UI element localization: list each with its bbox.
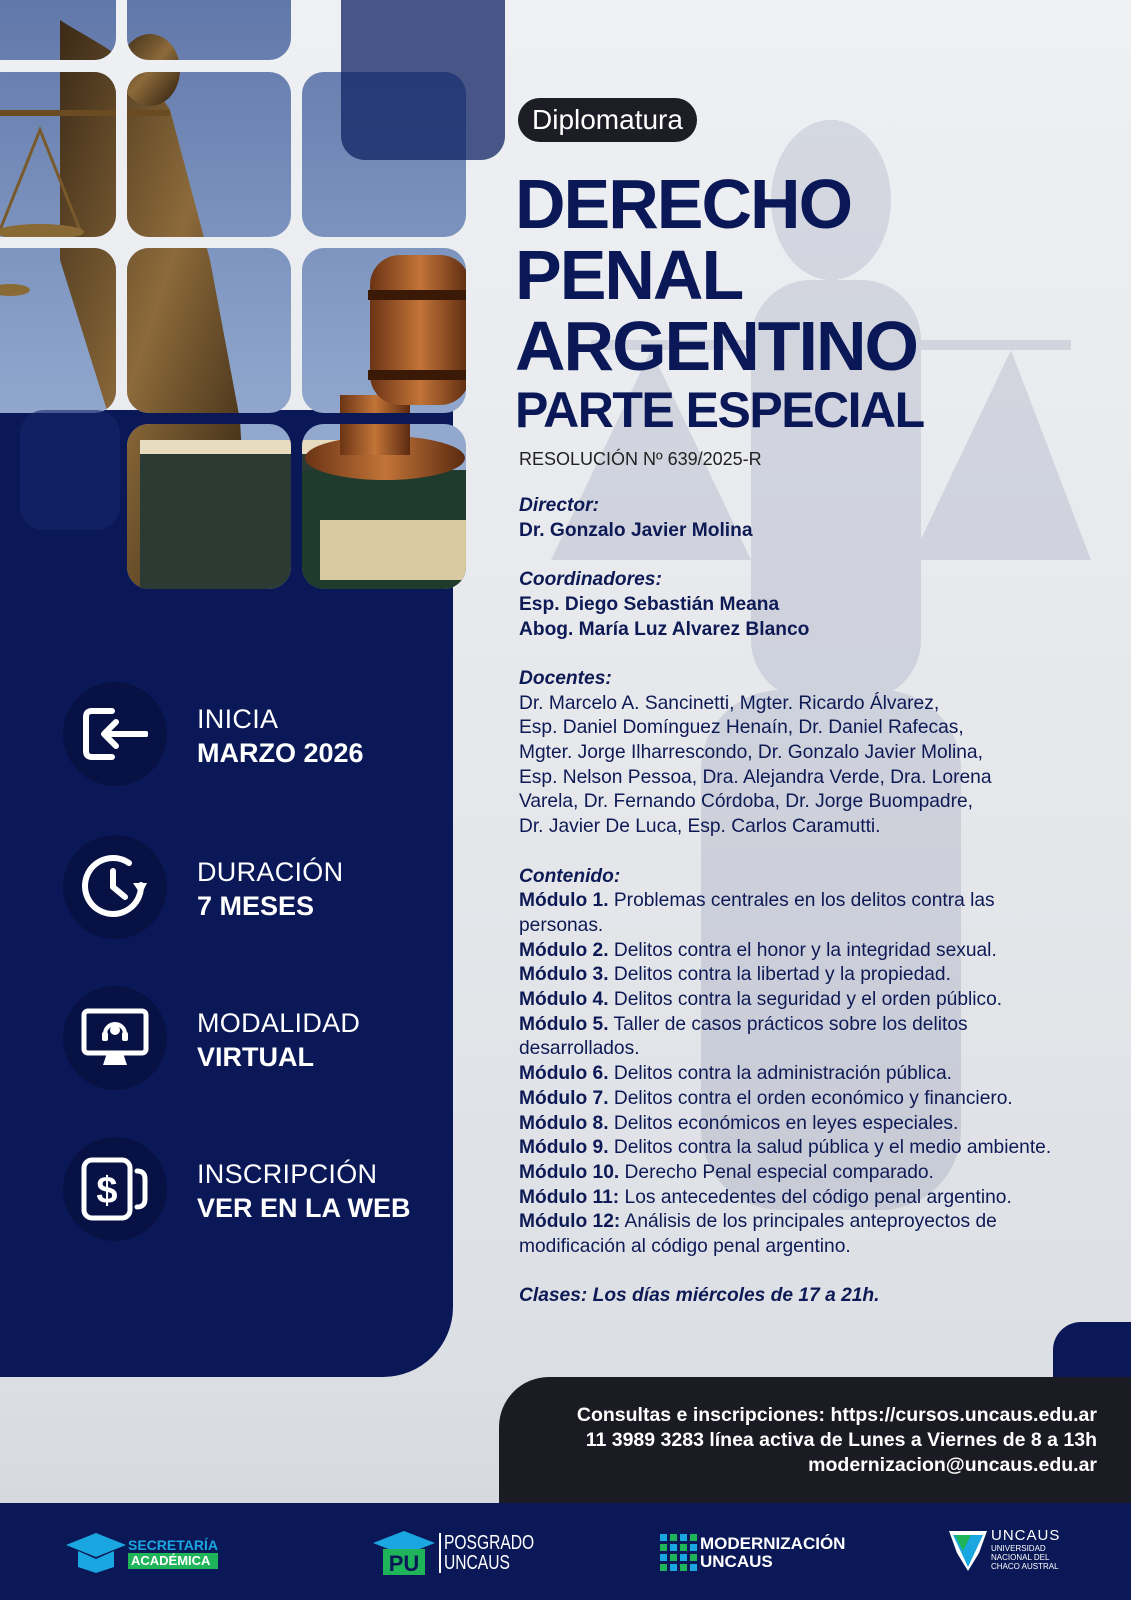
info-row-duration xyxy=(63,835,443,939)
info-duration-value: 7 MESES xyxy=(197,891,315,921)
coordinator-name: Abog. María Luz Alvarez Blanco xyxy=(519,618,810,640)
posgrado-uncaus-logo: PU POSGRADO UNCAUS xyxy=(373,1531,560,1575)
teachers-line: Varela, Dr. Fernando Córdoba, Dr. Jorge Buompadre, xyxy=(519,791,973,813)
modernizacion-uncaus-logo: MODERNIZACIÓN UNCAUS xyxy=(660,1531,845,1575)
info-start-label: INICIA xyxy=(197,704,279,734)
module-item: Módulo 9. Delitos contra la salud pública y el medio ambiente. xyxy=(519,1137,1052,1159)
module-item: Módulo 10. Derecho Penal especial comparado. xyxy=(519,1161,934,1183)
module-item: Módulo 7. Delitos contra el orden económico y financiero. xyxy=(519,1087,1013,1109)
money-icon xyxy=(63,1137,167,1241)
title-line-3: ARGENTINO xyxy=(515,307,917,385)
teachers-label: Docentes: xyxy=(519,667,612,689)
teachers-line: Dr. Marcelo A. Sancinetti, Mgter. Ricardo Álvarez, xyxy=(519,692,940,714)
uncaus-university-logo: UNCAUS UNIVERSIDAD NACIONAL DEL CHACO AUSTRAL xyxy=(949,1527,1060,1571)
program-type-badge: Diplomatura xyxy=(518,98,697,142)
module-item: Módulo 3. Delitos contra la libertad y la propiedad. xyxy=(519,964,951,986)
module-item: Módulo 8. Delitos económicos en leyes especiales. xyxy=(519,1112,959,1134)
footer-logos xyxy=(0,1503,1131,1600)
clock-icon xyxy=(63,835,167,939)
module-item: Módulo 11: Los antecedentes del código penal argentino. xyxy=(519,1186,1012,1208)
module-list xyxy=(519,889,1079,1260)
info-registration-value: VER EN LA WEB xyxy=(197,1193,411,1223)
contact-box xyxy=(499,1377,1131,1503)
info-row-start xyxy=(63,682,443,786)
teachers-line: Dr. Javier De Luca, Esp. Carlos Caramutti. xyxy=(519,816,881,838)
teachers-line: Esp. Nelson Pessoa, Dra. Alejandra Verde, Dra. Lorena xyxy=(519,766,992,788)
info-row-mode xyxy=(63,986,443,1090)
monitor-headset-icon xyxy=(63,986,167,1090)
svg-text:PU: PU xyxy=(388,1551,420,1575)
module-item: Módulo 1. Problemas centrales en los delitos contra las personas. xyxy=(519,890,995,936)
uncaus-shield-icon xyxy=(949,1527,987,1571)
class-schedule: Clases: Los días miércoles de 17 a 21h. xyxy=(519,1285,880,1307)
info-registration-label: INSCRIPCIÓN xyxy=(197,1159,378,1189)
module-item: Módulo 2. Delitos contra el honor y la integridad sexual. xyxy=(519,939,997,961)
module-item: Módulo 12: Análisis de los principales anteproyectos de modificación al código penal argentino. xyxy=(519,1211,997,1258)
contact-email[interactable]: modernizacion@uncaus.edu.ar xyxy=(808,1454,1097,1476)
info-mode-label: MODALIDAD xyxy=(197,1008,361,1038)
coordinator-name: Esp. Diego Sebastián Meana xyxy=(519,593,780,615)
contact-phone-line: 11 3989 3283 línea activa de Lunes a Viernes de 8 a 13h xyxy=(585,1429,1097,1451)
module-item: Módulo 6. Delitos contra la administración pública. xyxy=(519,1063,952,1085)
secretaria-academica-logo: SECRETARÍA ACADÉMICA xyxy=(66,1531,218,1575)
director-name: Dr. Gonzalo Javier Molina xyxy=(519,519,753,541)
info-row-registration xyxy=(63,1137,443,1241)
title-line-4: PARTE ESPECIAL xyxy=(515,382,924,438)
decorative-square xyxy=(341,0,505,160)
enter-icon xyxy=(63,682,167,786)
content-label: Contenido: xyxy=(519,865,621,887)
director-label: Director: xyxy=(519,495,599,516)
title-line-1: DERECHO xyxy=(515,165,852,243)
teachers-line: Esp. Daniel Domínguez Henaín, Dr. Daniel Rafecas, xyxy=(519,717,964,739)
coordinators-label: Coordinadores: xyxy=(519,569,662,591)
teachers-line: Mgter. Jorge Ilharrescondo, Dr. Gonzalo Javier Molina, xyxy=(519,742,983,763)
info-duration-label: DURACIÓN xyxy=(197,857,344,887)
contact-url-line[interactable]: Consultas e inscripciones: https://cursos.uncaus.edu.ar xyxy=(576,1404,1097,1426)
resolution-number: RESOLUCIÓN Nº 639/2025-R xyxy=(519,449,762,469)
info-start-value: MARZO 2026 xyxy=(197,738,364,768)
title-line-2: PENAL xyxy=(515,236,743,314)
info-mode-value: VIRTUAL xyxy=(197,1042,314,1072)
module-item: Módulo 4. Delitos contra la seguridad y el orden público. xyxy=(519,989,1003,1011)
program-details xyxy=(519,494,1079,1309)
decorative-tab xyxy=(1053,1322,1131,1382)
svg-text:$: $ xyxy=(96,1170,118,1212)
module-item: Módulo 5. Taller de casos prácticos sobre los delitos desarrollados. xyxy=(519,1013,968,1060)
pixel-grid-icon xyxy=(660,1534,698,1572)
decorative-square xyxy=(20,410,120,530)
graduation-cap-icon xyxy=(66,1533,126,1573)
graduation-cap-icon xyxy=(373,1531,435,1575)
